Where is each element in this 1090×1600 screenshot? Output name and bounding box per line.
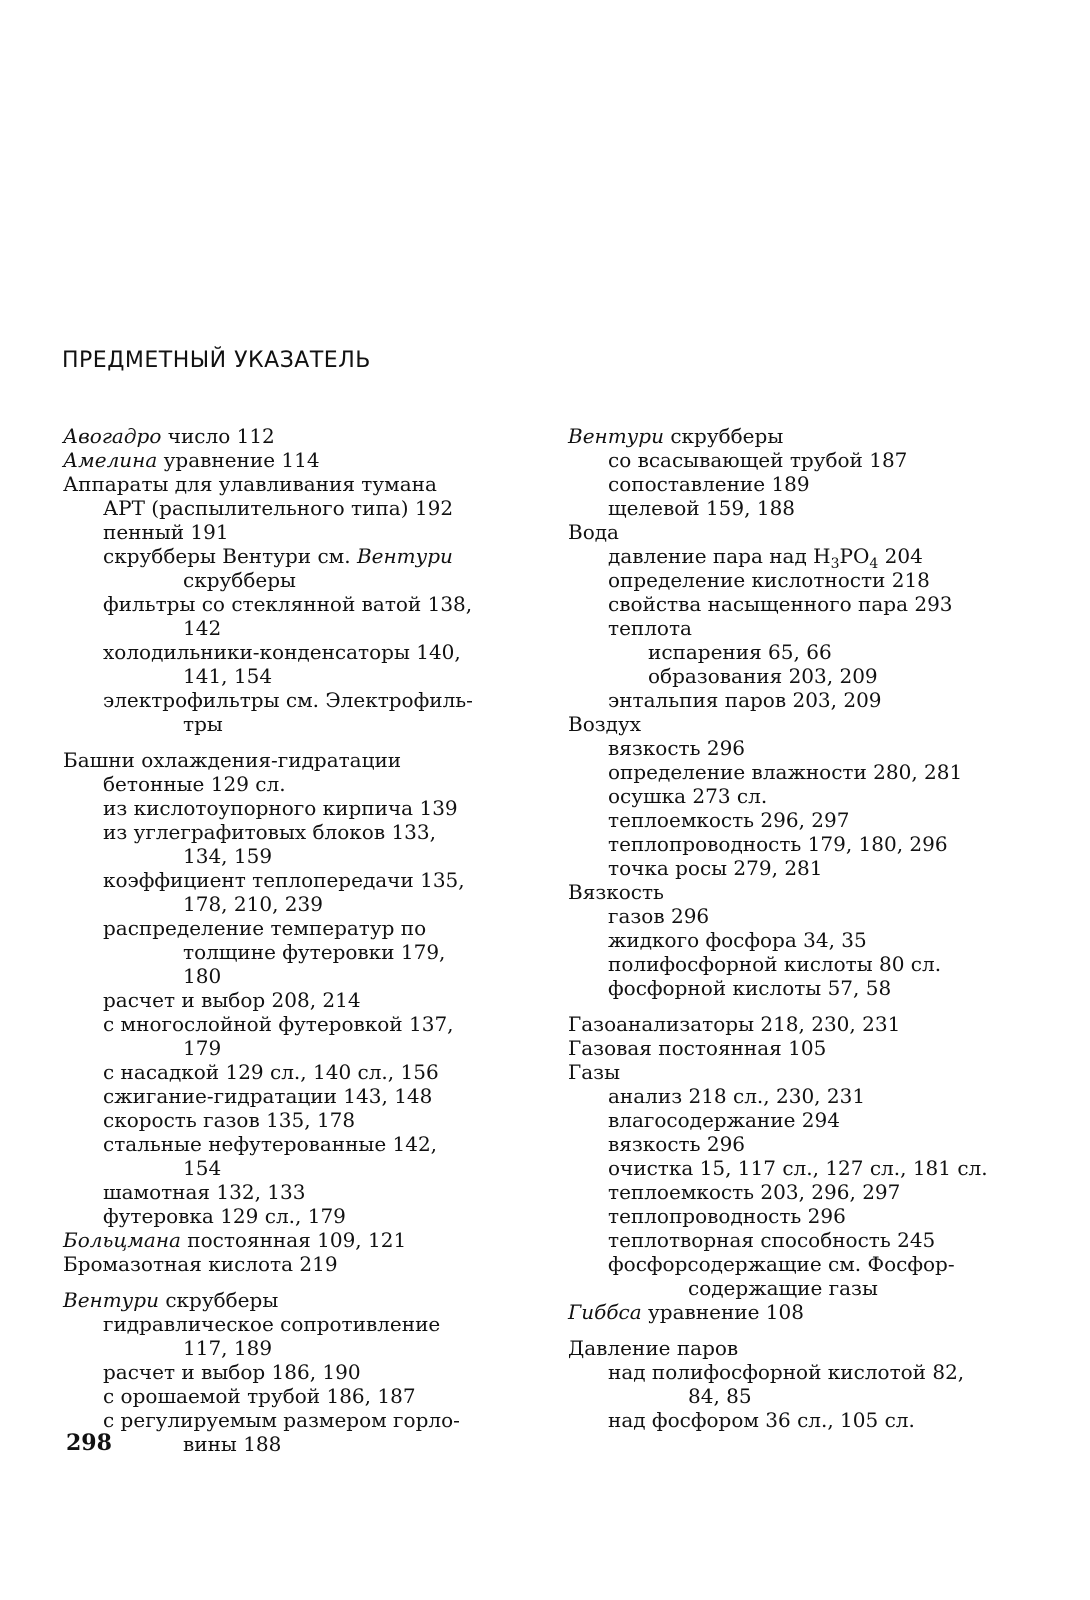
index-entry: над полифосфорной кислотой 82, 84, 85: [608, 1360, 965, 1408]
index-term: Вентури: [63, 1288, 159, 1312]
index-column-right: [568, 424, 1008, 1432]
index-entry: сопоставление 189: [608, 472, 810, 496]
index-entry: свойства насыщенного пара 293: [608, 592, 953, 616]
index-entry: вязкость 296: [608, 1132, 746, 1156]
index-entry: над фосфором 36 сл., 105 сл.: [608, 1408, 915, 1432]
index-entry: скрубберы Вентури см. Вентури скрубберы: [103, 544, 453, 592]
index-entry: электрофильтры см. Электрофиль- тры: [103, 688, 473, 736]
index-entry: Воздух: [568, 712, 642, 736]
index-entry: с орошаемой трубой 186, 187: [103, 1384, 416, 1408]
index-entry: пенный 191: [103, 520, 229, 544]
index-term: Вентури: [356, 544, 453, 568]
index-entry: со всасывающей трубой 187: [608, 448, 908, 472]
index-entry: щелевой 159, 188: [608, 496, 796, 520]
index-term: Вентури: [568, 424, 664, 448]
index-entry: теплота: [608, 616, 692, 640]
index-entry: Больцмана постоянная 109, 121: [63, 1228, 407, 1252]
index-entry: теплопроводность 179, 180, 296: [608, 832, 948, 856]
index-column-left: [63, 424, 503, 1456]
index-entry: бетонные 129 сл.: [103, 772, 286, 796]
index-entry: фосфорсодержащие см. Фосфор- содержащие газы: [608, 1252, 955, 1300]
index-entry: расчет и выбор 186, 190: [103, 1360, 361, 1384]
index-term: Гиббса: [568, 1300, 642, 1324]
index-entry: Газы: [568, 1060, 620, 1084]
index-entry: Вентури скрубберы: [568, 424, 784, 448]
index-entry: давление пара над $H_3PO_4$ 204: [608, 544, 923, 572]
index-entry: точка росы 279, 281: [608, 856, 823, 880]
index-entry: очистка 15, 117 сл., 127 сл., 181 сл.: [608, 1156, 988, 1180]
index-entry: испарения 65, 66: [648, 640, 832, 664]
index-entry: жидкого фосфора 34, 35: [608, 928, 867, 952]
index-term: Больцмана: [63, 1228, 181, 1252]
index-entry: энтальпия паров 203, 209: [608, 688, 882, 712]
index-entry: теплоемкость 296, 297: [608, 808, 850, 832]
index-entry: гидравлическое сопротивление 117, 189: [103, 1312, 441, 1360]
index-entry: теплоемкость 203, 296, 297: [608, 1180, 901, 1204]
index-entry: Бромазотная кислота 219: [63, 1252, 338, 1276]
index-entry: с регулируемым размером горло- вины 188: [103, 1408, 460, 1456]
index-entry: распределение температур по толщине футеровки 179, 180: [103, 916, 446, 988]
index-entry: Аппараты для улавливания тумана: [63, 472, 437, 496]
index-entry: анализ 218 сл., 230, 231: [608, 1084, 866, 1108]
index-entry: расчет и выбор 208, 214: [103, 988, 361, 1012]
index-entry: фосфорной кислоты 57, 58: [608, 976, 892, 1000]
index-entry: холодильники-конденсаторы 140, 141, 154: [103, 640, 461, 688]
index-entry: стальные нефутерованные 142, 154: [103, 1132, 438, 1180]
index-entry: Газовая постоянная 105: [568, 1036, 827, 1060]
index-entry: газов 296: [608, 904, 710, 928]
index-entry: из кислотоупорного кирпича 139: [103, 796, 458, 820]
index-entry: определение влажности 280, 281: [608, 760, 963, 784]
index-entry: коэффициент теплопередачи 135, 178, 210, 239: [103, 868, 465, 916]
index-term: Авогадро: [63, 424, 162, 448]
index-entry: влагосодержание 294: [608, 1108, 840, 1132]
index-entry: скорость газов 135, 178: [103, 1108, 356, 1132]
index-entry: из углеграфитовых блоков 133, 134, 159: [103, 820, 436, 868]
index-entry: с насадкой 129 сл., 140 сл., 156: [103, 1060, 439, 1084]
index-entry: Амелина уравнение 114: [63, 448, 320, 472]
index-entry: теплопроводность 296: [608, 1204, 846, 1228]
index-entry: Авогадро число 112: [63, 424, 275, 448]
index-entry: Вода: [568, 520, 619, 544]
index-entry: сжигание-гидратации 143, 148: [103, 1084, 433, 1108]
index-heading: ПРЕДМЕТНЫЙ УКАЗАТЕЛЬ: [62, 348, 371, 373]
index-entry: Давление паров: [568, 1336, 739, 1360]
index-entry: футеровка 129 сл., 179: [103, 1204, 346, 1228]
index-entry: полифосфорной кислоты 80 сл.: [608, 952, 942, 976]
index-entry: вязкость 296: [608, 736, 746, 760]
index-entry: теплотворная способность 245: [608, 1228, 936, 1252]
index-entry: Башни охлаждения-гидратации: [63, 748, 402, 772]
index-entry: с многослойной футеровкой 137, 179: [103, 1012, 454, 1060]
index-entry: Газоанализаторы 218, 230, 231: [568, 1012, 901, 1036]
index-entry: Вентури скрубберы: [63, 1288, 279, 1312]
index-entry: Вязкость: [568, 880, 664, 904]
index-entry: шамотная 132, 133: [103, 1180, 306, 1204]
index-entry: определение кислотности 218: [608, 568, 930, 592]
index-entry: АРТ (распылительного типа) 192: [103, 496, 454, 520]
index-entry: фильтры со стеклянной ватой 138, 142: [103, 592, 473, 640]
index-entry: Гиббса уравнение 108: [568, 1300, 804, 1324]
index-entry: образования 203, 209: [648, 664, 878, 688]
index-entry: осушка 273 сл.: [608, 784, 768, 808]
index-term: Амелина: [63, 448, 158, 472]
page-number: 298: [66, 1430, 112, 1456]
